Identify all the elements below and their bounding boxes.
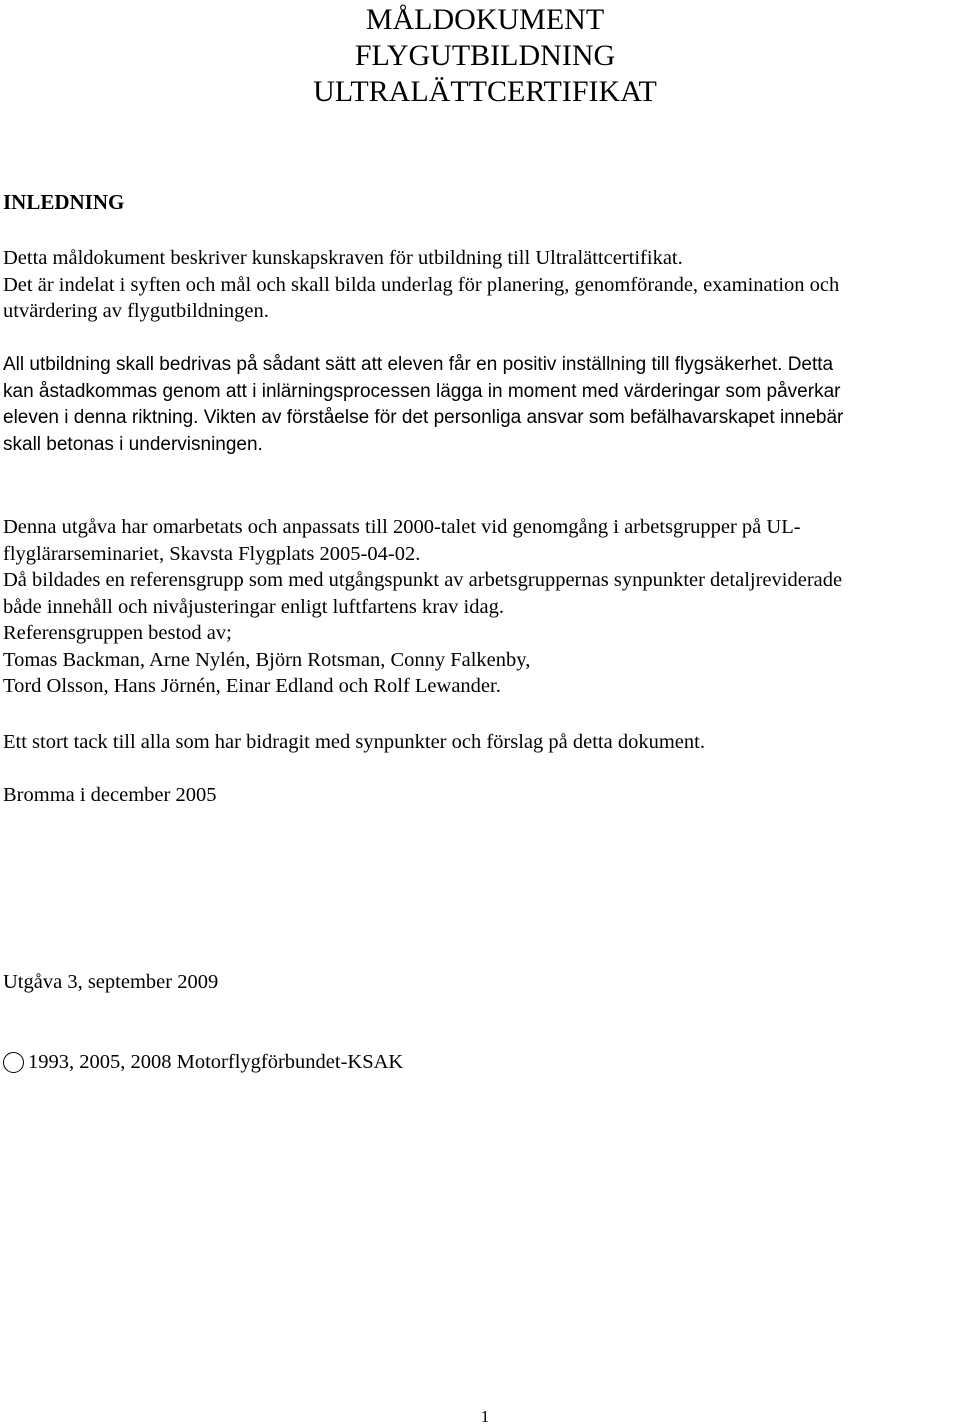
- revision-line: Referensgruppen bestod av;: [3, 622, 232, 644]
- safety-line: kan åstadkommas genom att i inlärningsprocessen lägga in moment med värderingar som påverkar: [3, 380, 841, 402]
- title-line-1: MÅLDOKUMENT: [365, 3, 605, 36]
- intro-line: Detta måldokument beskriver kunskapskraven för utbildning till Ultralättcertifikat.: [3, 247, 683, 269]
- section-heading: INLEDNING: [3, 190, 125, 214]
- intro-line: Det är indelat i syften och mål och skall bilda underlag för planering, genomförande, examination och: [3, 273, 840, 296]
- copyright-icon: [3, 1052, 24, 1073]
- copyright-line: [3, 1049, 960, 1076]
- intro-line: utvärdering av flygutbildningen.: [3, 300, 269, 322]
- copyright-text: 1993, 2005, 2008 Motorflygförbundet-KSAK: [28, 1051, 404, 1073]
- safety-line: skall betonas i undervisningen.: [3, 433, 263, 455]
- title-line-3: ULTRALÄTTCERTIFIKAT: [313, 75, 657, 108]
- revision-paragraph: [3, 514, 960, 700]
- thanks-line: Ett stort tack till alla som har bidragit med synpunkter och förslag på detta dokument.: [3, 731, 705, 753]
- revision-line: Tomas Backman, Arne Nylén, Björn Rotsman, Conny Falkenby,: [3, 648, 531, 671]
- revision-line: Då bildades en referensgrupp som med utgångspunkt av arbetsgruppernas synpunkter detaljreviderade: [3, 569, 843, 591]
- safety-line: All utbildning skall bedrivas på sådant sätt att eleven får en positiv inställning till flygsäkerhet. Detta: [3, 354, 834, 375]
- intro-paragraph: [3, 245, 960, 325]
- title-line-2: FLYGUTBILDNING: [354, 39, 616, 72]
- edition-line: Utgåva 3, september 2009: [3, 971, 219, 993]
- revision-line: Denna utgåva har omarbetats och anpassats till 2000-talet vid genomgång i arbetsgrupper på UL-: [3, 516, 801, 538]
- safety-paragraph: [3, 352, 960, 458]
- revision-line: både innehåll och nivåjusteringar enligt luftfartens krav idag.: [3, 595, 504, 618]
- page-number: 1: [480, 1407, 490, 1426]
- revision-line: Tord Olsson, Hans Jörnén, Einar Edland och Rolf Lewander.: [3, 675, 501, 697]
- revision-line: flyglärarseminariet, Skavsta Flygplats 2005-04-02.: [3, 542, 421, 565]
- document-title: [0, 2, 960, 110]
- safety-line: eleven i denna riktning. Vikten av förståelse för det personliga ansvar som befälhavarskapet innebär: [3, 407, 844, 428]
- place-date: Bromma i december 2005: [3, 784, 217, 806]
